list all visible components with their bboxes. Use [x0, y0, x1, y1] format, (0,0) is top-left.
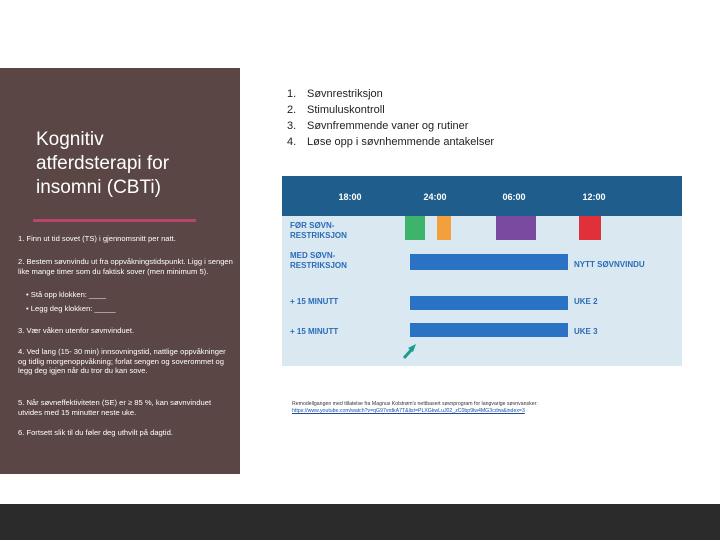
arrow-cursor-icon: [404, 344, 416, 358]
list-number: 1.: [287, 88, 297, 100]
time-label: 24:00: [423, 192, 447, 202]
step-1: 1. Finn ut tid sovet (TS) i gjennomsnitt per natt.: [18, 234, 176, 243]
attribution-link[interactable]: https://www.youtube.com/watch?v=qG97vrdkA7T&list=PLXGkwLuJ02_zC0bp9lw4MG3cdrw&index=3: [292, 408, 525, 414]
step-2: 2. Bestem søvnvindu ut fra oppvåkningstidspunkt. Ligg i sengen like mange timer som du faktisk sover (men minimum 5).: [18, 257, 233, 276]
list-number: 3.: [287, 120, 297, 132]
row-label: + 15 MINUTT: [290, 327, 339, 336]
time-label: 18:00: [338, 192, 362, 202]
step-6: 6. Fortsett slik til du føler deg uthvilt på dagtid.: [18, 428, 173, 437]
list-text: Søvnrestriksjon: [307, 88, 383, 100]
row-right-label: UKE 2: [574, 297, 598, 306]
row-right-label: NYTT SØVNVINDU: [574, 260, 645, 269]
attribution: [292, 401, 692, 415]
title-line: Kognitiv: [36, 129, 104, 150]
title-divider: [33, 219, 196, 222]
bar-red: [579, 216, 601, 240]
step-3: 3. Vær våken utenfor søvnvinduet.: [18, 326, 135, 335]
list-number: 2.: [287, 104, 297, 116]
bar-window: [410, 323, 568, 337]
attribution-text: Remodellgangen med tillatelse fra Magnus Kolstrøm's nettbasert søvnprogram for langvarige søvnvansker:: [292, 401, 538, 407]
row-label: + 15 MINUTT: [290, 297, 339, 306]
diagram-canvas: [282, 176, 682, 366]
time-label: 06:00: [502, 192, 526, 202]
list-item: [287, 86, 494, 102]
step-5: 5. Når søvneffektiviteten (SE) er ≥ 85 %, kan søvnvinduet utvides med 15 minutter neste uke.: [18, 398, 212, 417]
time-label: 12:00: [582, 192, 606, 202]
sleep-window-diagram: [282, 176, 682, 366]
row-label: FØR SØVN-: [290, 221, 335, 230]
list-item: [287, 134, 494, 150]
bar-orange: [437, 216, 451, 240]
bar-window: [410, 296, 568, 310]
bottom-bar: [0, 504, 720, 540]
title-line: atferdsterapi for: [36, 153, 170, 174]
slide-title: [36, 128, 231, 200]
list-text: Søvnfremmende vaner og rutiner: [307, 120, 469, 132]
bar-window: [410, 254, 568, 270]
row-right-label: UKE 3: [574, 327, 598, 336]
treatment-list: [287, 86, 494, 150]
bar-purple: [496, 216, 536, 240]
list-item: [287, 102, 494, 118]
list-text: Stimuluskontroll: [307, 104, 385, 116]
row-label: RESTRIKSJON: [290, 261, 347, 270]
row-label: MED SØVN-: [290, 251, 336, 260]
step-4: 4. Ved lang (15- 30 min) innsovningstid, nattlige oppvåkninger og tidlig morgenoppvåkning; forlat sengen og soverommet og legg deg igjen når du tror du kan sove.: [18, 347, 226, 376]
row-label: RESTRIKSJON: [290, 231, 347, 240]
title-line: insomni (CBTi): [36, 177, 161, 198]
step-2-bed-time: • Legg deg klokken: _____: [26, 304, 116, 313]
step-2-wake-time: • Stå opp klokken: ____: [26, 290, 106, 299]
list-text: Løse opp i søvnhemmende antakelser: [307, 136, 495, 148]
bar-green: [405, 216, 425, 240]
list-number: 4.: [287, 136, 297, 148]
list-item: [287, 118, 494, 134]
